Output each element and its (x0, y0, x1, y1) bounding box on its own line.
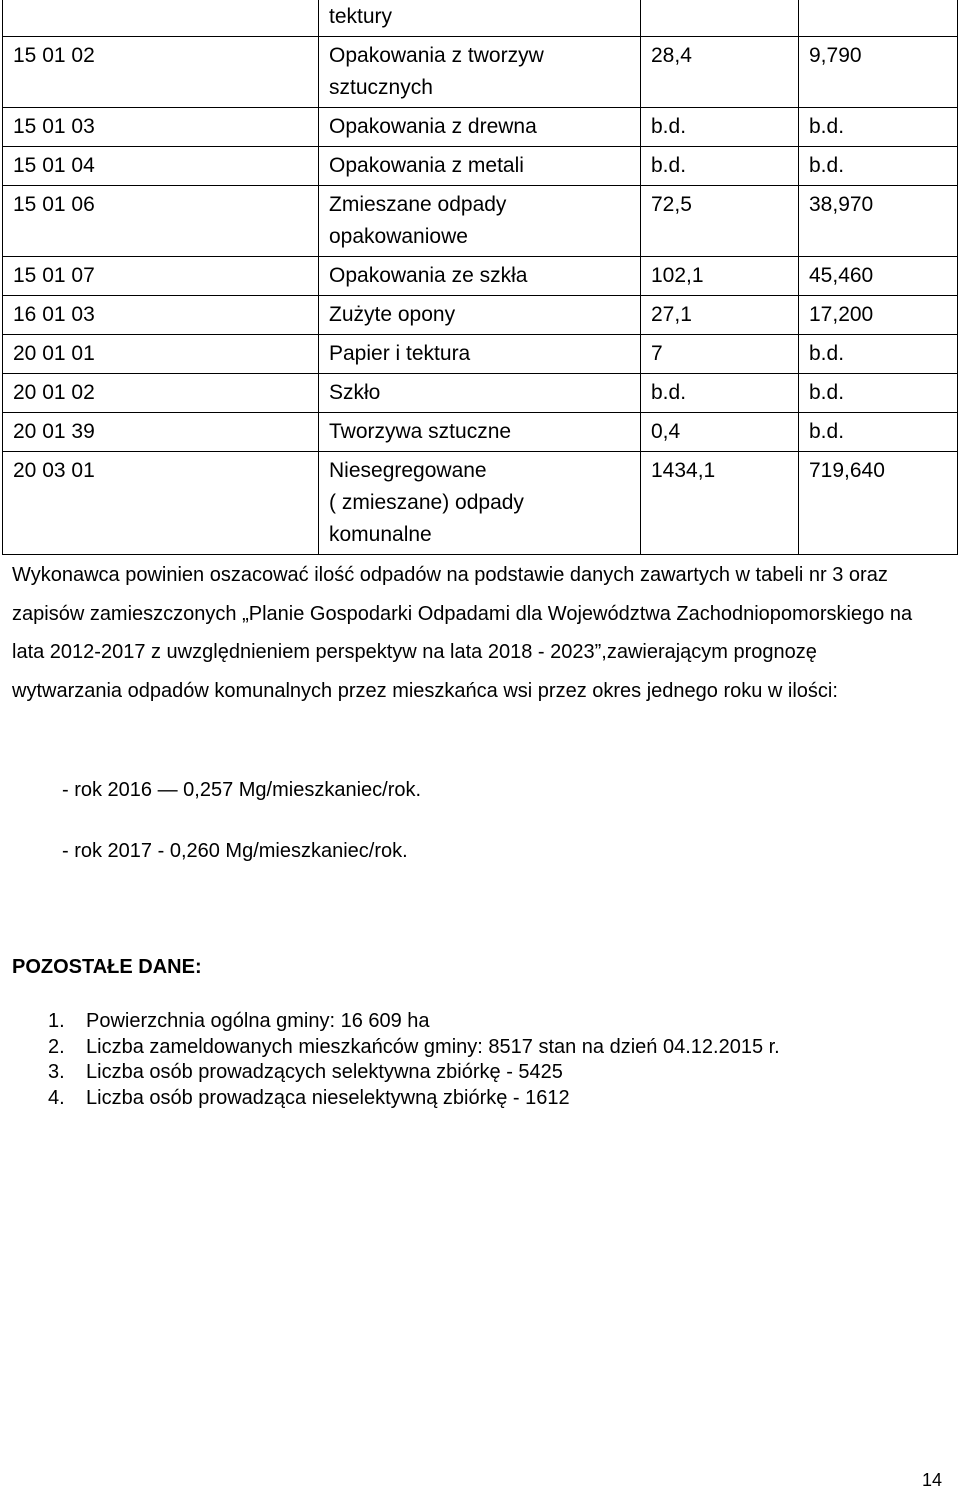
quantity-cell: b.d. (799, 335, 958, 374)
waste-code-cell: 15 01 07 (3, 257, 319, 296)
waste-name-line: Opakowania z metali (329, 154, 524, 177)
waste-code-cell: 20 03 01 (3, 452, 319, 555)
waste-code-cell (3, 0, 319, 37)
quantity-cell: 7 (641, 335, 799, 374)
waste-name-line: Opakowania ze szkła (329, 264, 528, 287)
quantity-cell: 9,790 (799, 37, 958, 108)
waste-name-line: opakowaniowe (329, 225, 468, 248)
waste-code-cell: 15 01 02 (3, 37, 319, 108)
waste-name-cell (319, 108, 641, 147)
waste-name-line: Zużyte opony (329, 303, 456, 326)
quantity-cell (799, 0, 958, 37)
table-row (3, 374, 958, 413)
quantity-cell: 72,5 (641, 186, 799, 257)
table-row (3, 257, 958, 296)
quantity-cell: b.d. (799, 147, 958, 186)
waste-name-line: tektury (329, 5, 393, 28)
waste-name-line: Tworzywa sztuczne (329, 420, 512, 443)
waste-name-cell (319, 296, 641, 335)
quantity-cell: b.d. (641, 147, 799, 186)
other-data-list (12, 1009, 780, 1111)
quantity-cell: 28,4 (641, 37, 799, 108)
waste-name-line: Opakowania z drewna (329, 115, 537, 138)
quantity-cell: 38,970 (799, 186, 958, 257)
waste-name-cell (319, 335, 641, 374)
waste-name-cell (319, 413, 641, 452)
table-row (3, 147, 958, 186)
forecast-line-2017: - rok 2017 - 0,260 Mg/mieszkaniec/rok. (62, 840, 408, 862)
quantity-cell: 0,4 (641, 413, 799, 452)
waste-name-line: Niesegregowane (329, 459, 487, 482)
waste-name-line: Zmieszane odpady (329, 193, 507, 216)
waste-name-line: komunalne (329, 523, 432, 546)
table-row (3, 108, 958, 147)
table-row (3, 413, 958, 452)
waste-code-cell: 15 01 06 (3, 186, 319, 257)
quantity-cell: b.d. (641, 374, 799, 413)
waste-name-cell (319, 257, 641, 296)
list-number: 2. (48, 1035, 65, 1058)
list-number: 3. (48, 1061, 65, 1083)
table-row (3, 296, 958, 335)
waste-name-cell (319, 186, 641, 257)
list-text: Liczba osób prowadzących selektywna zbiórkę - 5425 (86, 1061, 563, 1083)
waste-code-cell: 20 01 39 (3, 413, 319, 452)
waste-name-cell (319, 147, 641, 186)
table-row (3, 37, 958, 108)
waste-name-cell (319, 452, 641, 555)
waste-table (2, 0, 958, 555)
waste-code-cell: 20 01 01 (3, 335, 319, 374)
list-text: Liczba zameldowanych mieszkańców gminy: 8517 stan na dzień 04.12.2015 r. (86, 1035, 780, 1058)
table-row (3, 186, 958, 257)
waste-code-cell: 16 01 03 (3, 296, 319, 335)
waste-code-cell: 15 01 03 (3, 108, 319, 147)
list-item (12, 1009, 780, 1035)
list-item (12, 1060, 780, 1086)
page-number: 14 (922, 1470, 943, 1490)
list-number: 1. (48, 1010, 65, 1032)
quantity-cell: 17,200 (799, 296, 958, 335)
quantity-cell: 45,460 (799, 257, 958, 296)
waste-name-line: ( zmieszane) odpady (329, 491, 524, 514)
waste-name-line: Szkło (329, 381, 381, 404)
list-item (12, 1086, 780, 1112)
quantity-cell: 27,1 (641, 296, 799, 335)
table-row (3, 335, 958, 374)
quantity-cell: b.d. (641, 108, 799, 147)
quantity-cell: b.d. (799, 413, 958, 452)
waste-code-cell: 20 01 02 (3, 374, 319, 413)
table-row (3, 452, 958, 555)
quantity-cell: b.d. (799, 108, 958, 147)
waste-name-line: Opakowania z tworzyw (329, 44, 544, 67)
list-text: Powierzchnia ogólna gminy: 16 609 ha (86, 1010, 430, 1032)
waste-name-cell (319, 0, 641, 37)
list-number: 4. (48, 1086, 65, 1109)
waste-table-body (3, 0, 958, 555)
waste-code-cell: 15 01 04 (3, 147, 319, 186)
section-heading: POZOSTAŁE DANE: (12, 956, 202, 978)
list-item (12, 1035, 780, 1061)
list-text: Liczba osób prowadząca nieselektywną zbiórkę - 1612 (86, 1086, 570, 1109)
body-paragraph: Wykonawca powinien oszacować ilość odpadów na podstawie danych zawartych w tabeli nr 3 oraz zapisów zamieszczonych „Planie Gospodarki Odpadami dla Województwa Zachodniopomorskiego na lata 2012-2017 z uwzględnieniem perspektyw na lata 2018 - 2023”,zawierającym prognozę wytwarzania odpadów komunalnych przez mieszkańca wsi przez okres jednego roku w ilości: (12, 564, 913, 702)
quantity-cell: 719,640 (799, 452, 958, 555)
waste-name-line: Papier i tektura (329, 342, 471, 365)
quantity-cell: 102,1 (641, 257, 799, 296)
waste-name-line: sztucznych (329, 76, 433, 99)
waste-name-cell (319, 374, 641, 413)
quantity-cell (641, 0, 799, 37)
forecast-line-2016: - rok 2016 — 0,257 Mg/mieszkaniec/rok. (62, 779, 422, 801)
table-row (3, 0, 958, 37)
quantity-cell: 1434,1 (641, 452, 799, 555)
waste-name-cell (319, 37, 641, 108)
quantity-cell: b.d. (799, 374, 958, 413)
